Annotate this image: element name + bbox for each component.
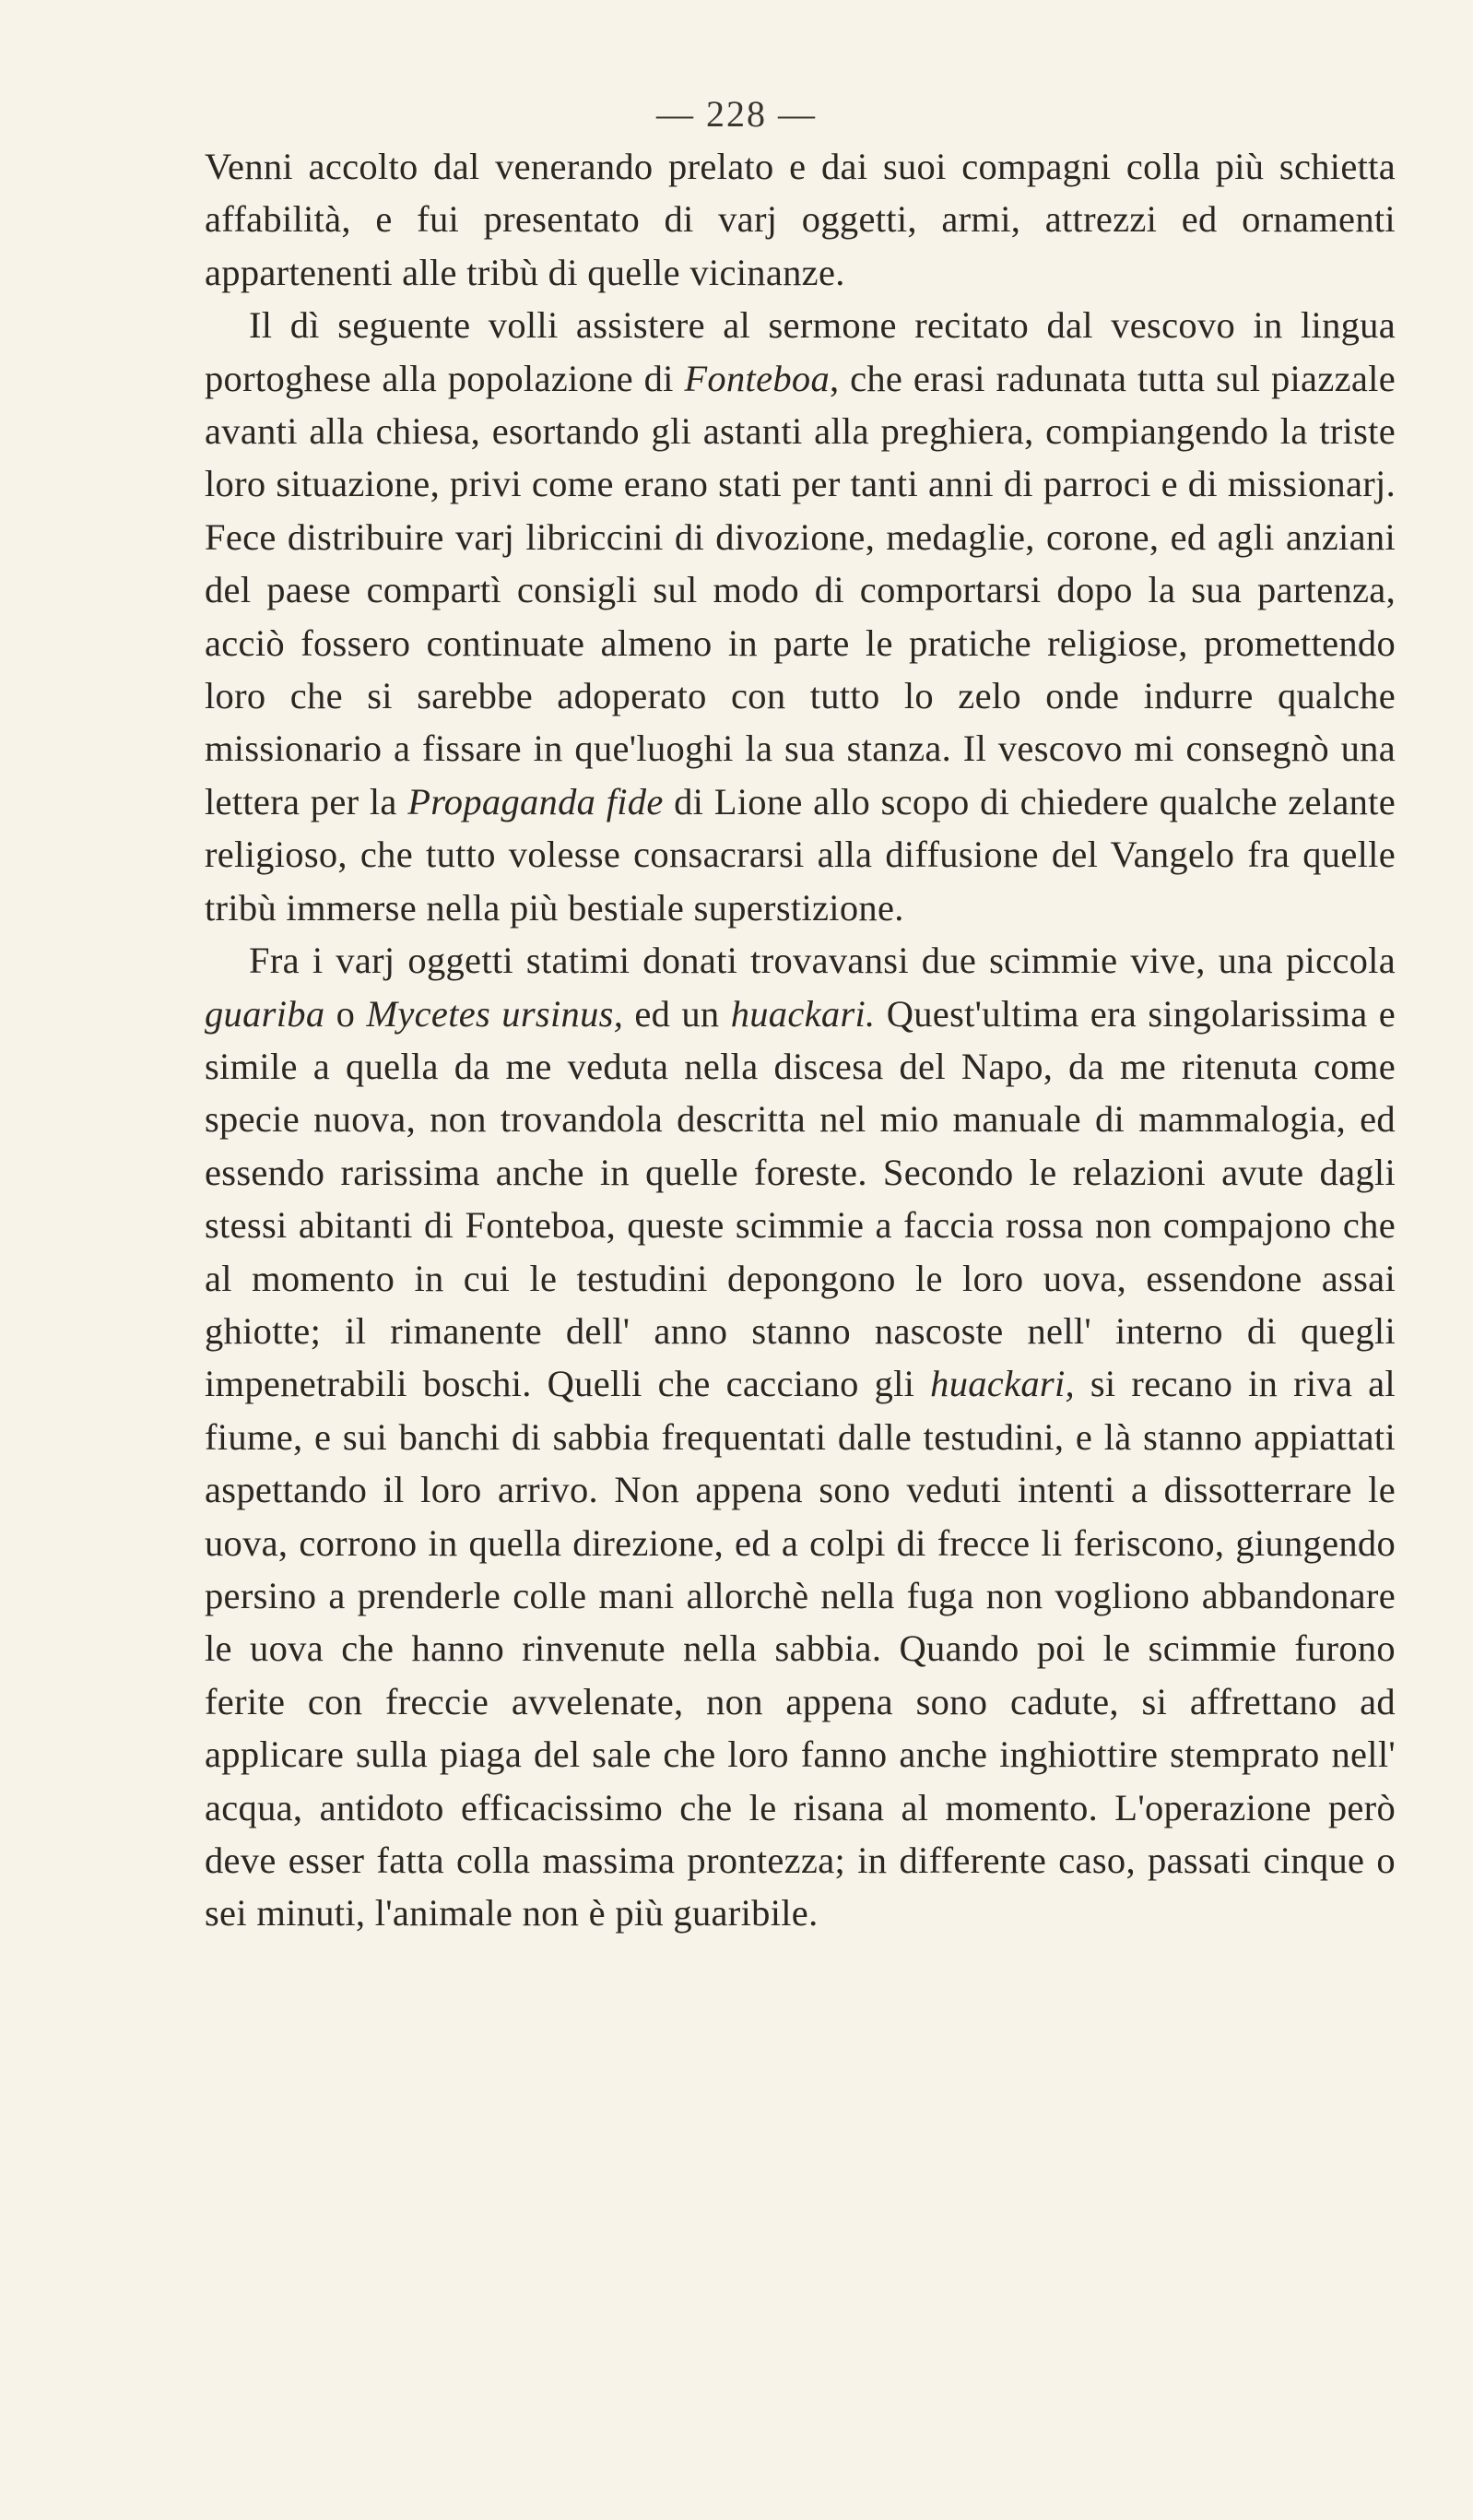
paragraph-2-text: Il dì seguente volli assistere al sermone recitato dal vescovo in lingua portoghese alla popolazione di <box>205 304 1396 399</box>
paragraph-3-text: si recano in riva al fiume, e sui banchi di sabbia frequentati dalle testudini, e là stanno appiattati aspettando il loro arrivo. Non appena sono veduti intenti a dissotterrare le uova, corrono in quella direzione, ed a colpi di frecce li feriscono, giungendo persino a prenderle colle mani allorchè nella fuga non vogliono abbandonare le uova che hanno rinvenute nella sabbia. Quando poi le scimmie furono ferite con freccie avvelenate, non appena sono cadute, si affrettano ad applicare sulla piaga del sale che loro fanno anche inghiottire stemprato nell' acqua, antidoto efficacissimo che le risana al momento. L'operazione però deve esser fatta colla massima prontezza; in differente caso, passati cinque o sei minuti, l'animale non è più guaribile. <box>205 1363 1396 1934</box>
paragraph-3-text: Fra i varj oggetti statimi donati trovavansi due scimmie vive, una piccola <box>249 940 1396 982</box>
paragraph-2-text: , che erasi radunata tutta sul piazzale avanti alla chiesa, esortando gli astanti alla preghiera, compiangendo la triste loro situazione, privi come erano stati per tanti anni di parroci e di missionarj. Fece distribuire varj libriccini di divozione, medaglie, corone, ed agli anziani del paese compartì consigli sul modo di comportarsi dopo la sua partenza, acciò fossero continuate almeno in parte le pratiche religiose, promettendo loro che si sarebbe adoperato con tutto lo zelo onde indurre qualche missionario a fissare in que'luoghi la sua stanza. Il vescovo mi consegnò una lettera per la <box>205 357 1396 822</box>
paragraph-3 <box>205 934 1396 1940</box>
page-number: — 228 — <box>656 93 817 135</box>
species-guariba: guariba <box>205 992 325 1035</box>
species-mycetes-ursinus: Mycetes ursinus, <box>366 992 624 1035</box>
paragraph-3-text: Quest'ultima era singolarissima e simile a quella da me veduta nella discesa del Napo, da me ritenuta come specie nuova, non trovandola descritta nel mio manuale di mammalogia, ed essendo rarissima anche in quelle foreste. Secondo le relazioni avute dagli stessi abitanti di Fonteboa, queste scimmie a faccia rossa non compajono che al momento in cui le testudini depongono le loro uova, essendone assai ghiotte; il rimanente dell' anno stanno nascoste nell' interno di quegli impenetrabili boschi. Quelli che cacciano gli <box>205 992 1396 1405</box>
paragraph-3-text: ed un <box>623 992 731 1035</box>
body-text <box>205 140 1396 1940</box>
paragraph-2-text: di Lione allo scopo di chiedere qualche zelante religioso, che tutto volesse consacrarsi alla diffusione del Vangelo fra quelle tribù immerse nella più bestiale superstizione. <box>205 780 1396 929</box>
propaganda-fide: Propaganda fide <box>407 780 664 822</box>
paragraph-2 <box>205 299 1396 934</box>
paragraph-1-text: Venni accolto dal venerando prelato e dai suoi compagni colla più schietta affabilità, e fui presentato di varj oggetti, armi, attrezzi ed ornamenti appartenenti alle tribù di quelle vicinanze. <box>205 146 1396 293</box>
species-huackari-2: huackari, <box>930 1363 1075 1405</box>
paragraph-3-text: o <box>324 992 367 1035</box>
place-name-fonteboa: Fonteboa <box>684 357 830 399</box>
species-huackari: huackari. <box>730 992 876 1035</box>
paragraph-1 <box>205 140 1396 299</box>
